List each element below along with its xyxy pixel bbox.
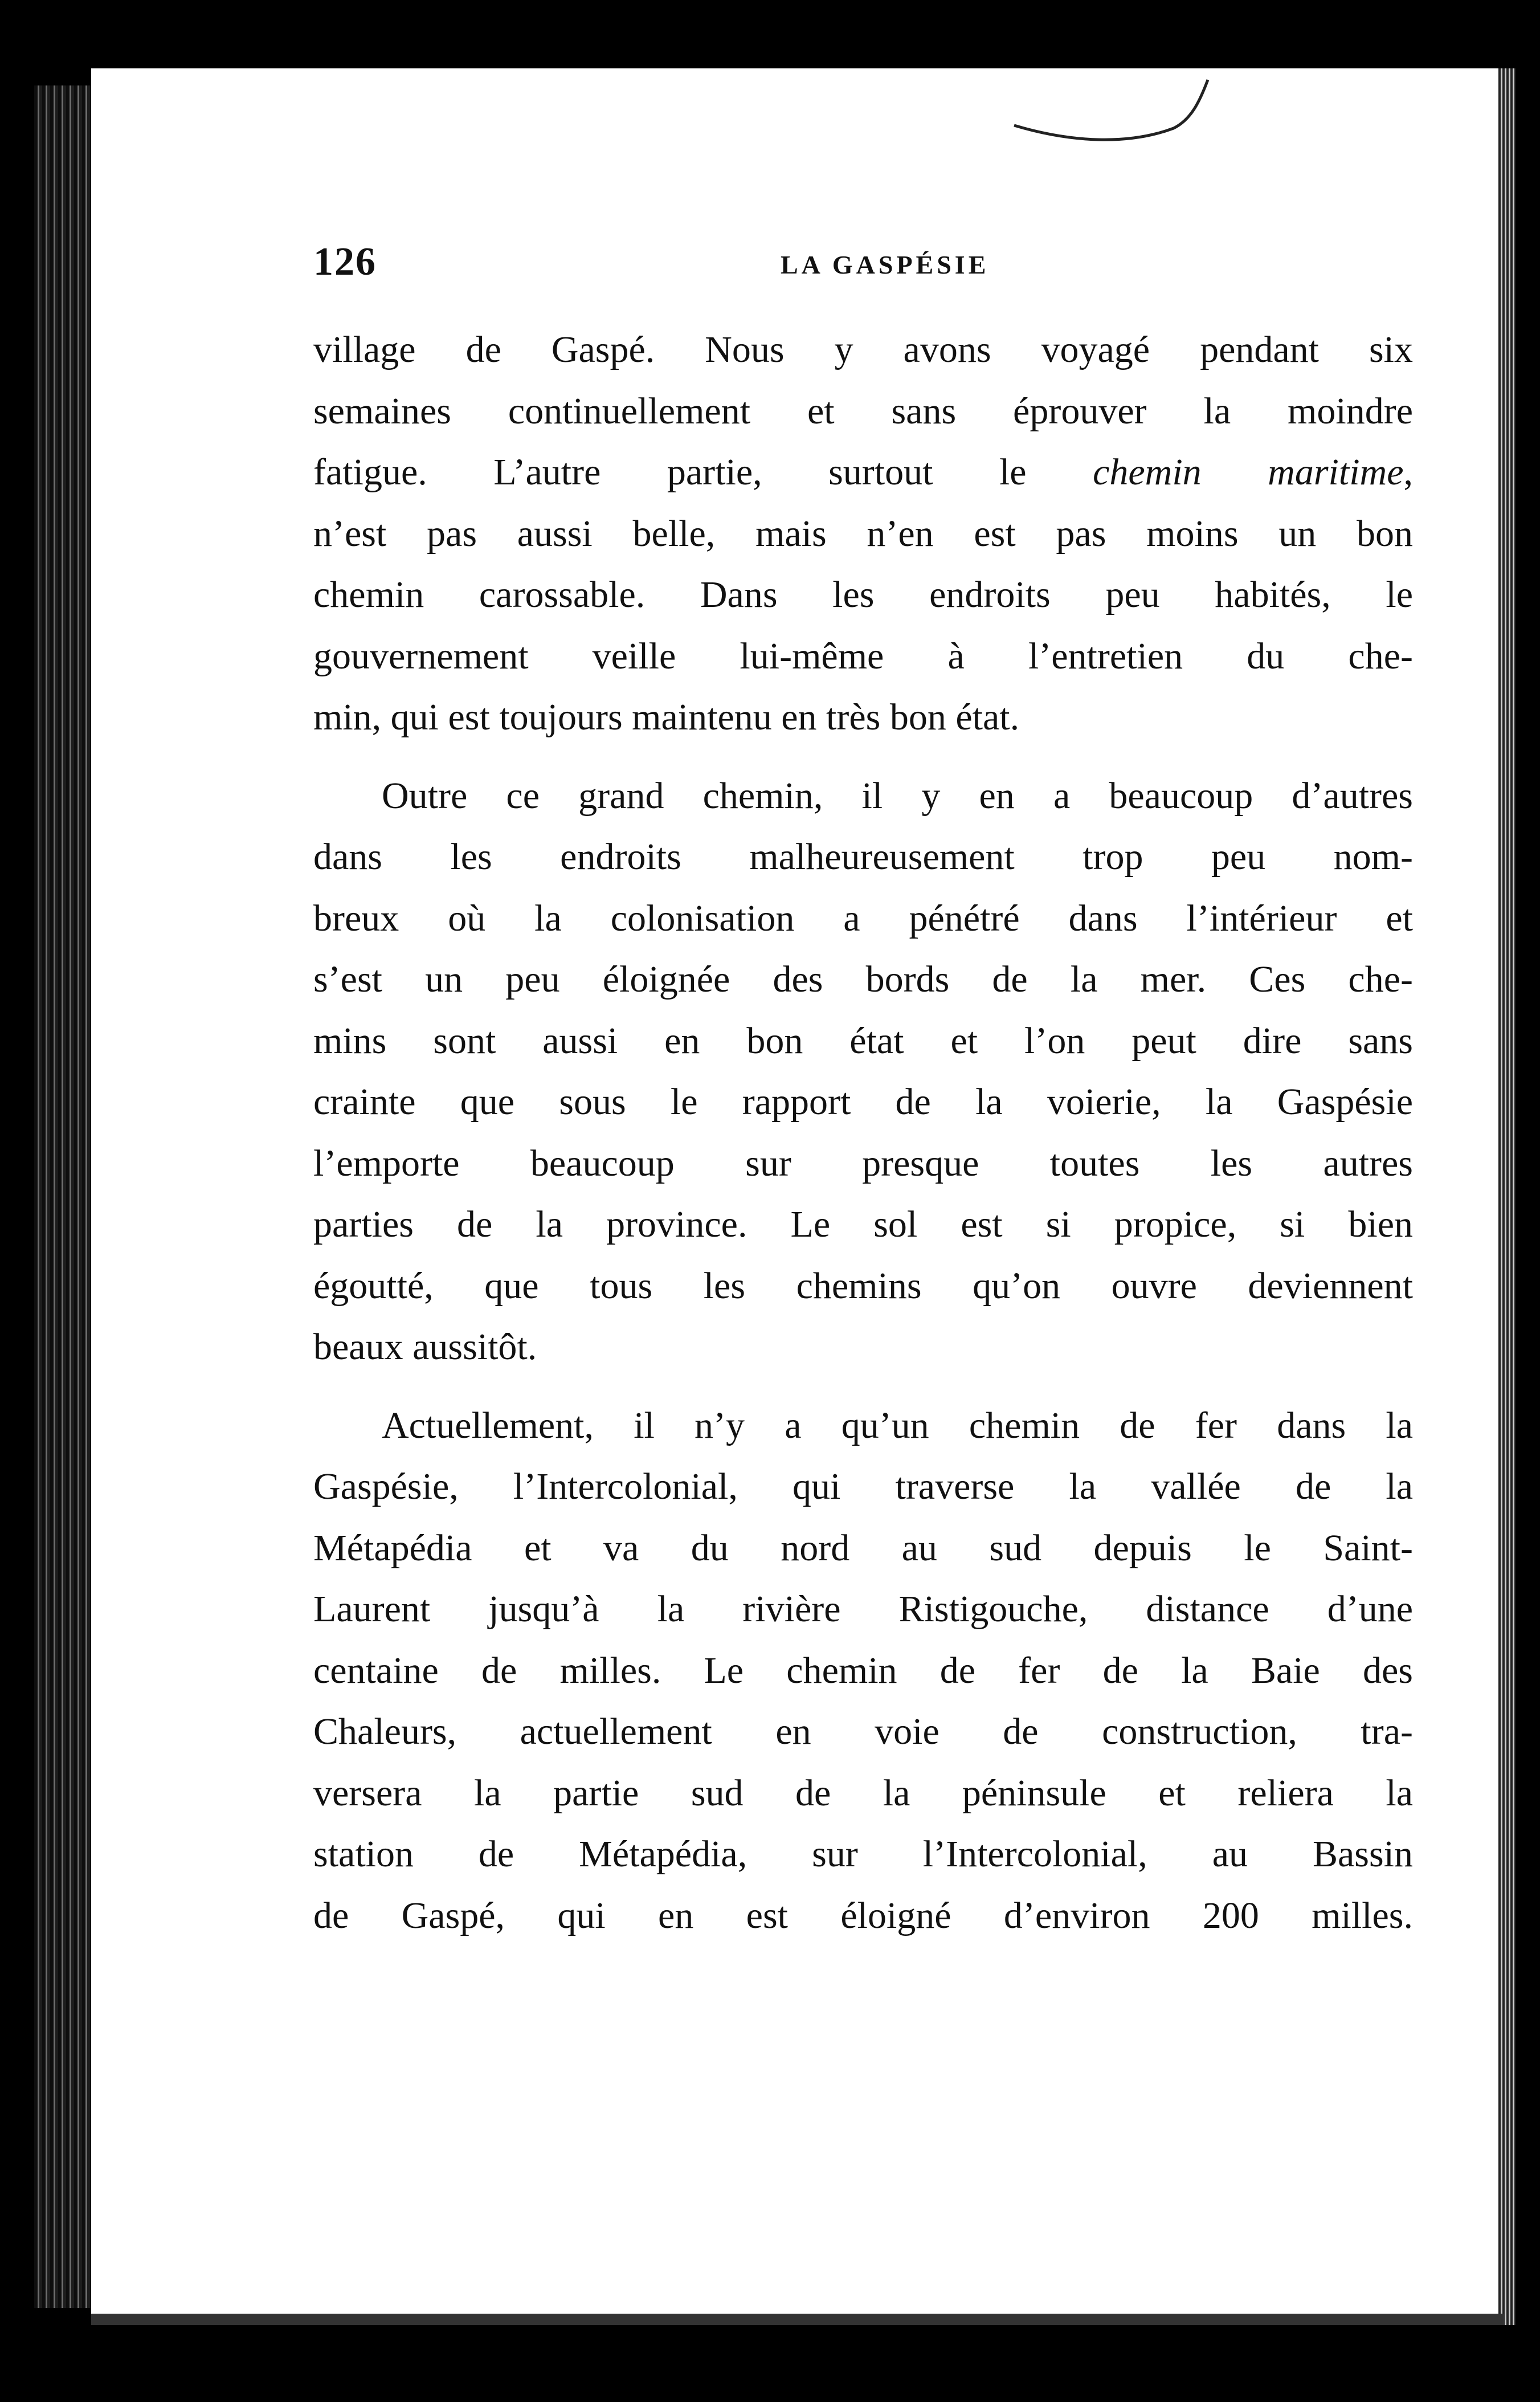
text-line: crainte que sous le rapport de la voierie, la Gaspésie <box>313 1081 1413 1123</box>
text-line: l’emporte beaucoup sur presque toutes les autres <box>313 1142 1413 1184</box>
running-title: LA GASPÉSIE <box>781 250 990 279</box>
text-line: Métapédia et va du nord au sud depuis le Saint- <box>313 1527 1413 1569</box>
page-number: 126 <box>313 240 377 284</box>
text-line: Chaleurs, actuellement en voie de construction, tra- <box>313 1711 1413 1752</box>
text-line: Gaspésie, l’Intercolonial, qui traverse la vallée de la <box>313 1466 1413 1507</box>
page-right-edge <box>1498 68 1516 2325</box>
running-head <box>313 239 1453 296</box>
text-line: mins sont aussi en bon état et l’on peut dire sans <box>313 1019 1413 1062</box>
paragraph-1 <box>313 319 1413 748</box>
italic-phrase: chemin maritime <box>1093 451 1404 493</box>
text-line: égoutté, que tous les chemins qu’on ouvre deviennent <box>313 1265 1413 1307</box>
text-line: gouvernement veille lui-même à l’entretien du che- <box>313 635 1413 677</box>
text-line: village de Gaspé. Nous y avons voyagé pendant six <box>313 329 1413 370</box>
text-line: Laurent jusqu’à la rivière Ristigouche, distance d’une <box>313 1588 1413 1630</box>
text-line: min, qui est toujours maintenu en très bon état. <box>313 696 1020 738</box>
text-line: chemin carossable. Dans les endroits peu habités, le <box>313 574 1413 615</box>
text-line: parties de la province. Le sol est si propice, si bien <box>313 1204 1413 1245</box>
paragraph-3 <box>313 1395 1413 1947</box>
text-line: de Gaspé, qui en est éloigné d’environ 200 milles. <box>313 1894 1413 1936</box>
text-fragment: fatigue. L’autre partie, surtout le <box>313 451 1093 493</box>
paragraph-2 <box>313 765 1413 1378</box>
text-line: dans les endroits malheureusement trop peu nom- <box>313 836 1413 878</box>
text-line: station de Métapédia, sur l’Intercolonial, au Bassin <box>313 1833 1413 1875</box>
text-line: versera la partie sud de la péninsule et reliera la <box>313 1772 1413 1814</box>
text-line: Actuellement, il n’y a qu’un chemin de fer dans la <box>382 1404 1413 1446</box>
text-line: Outre ce grand chemin, il y en a beaucoup d’autres <box>382 774 1413 817</box>
text-fragment: , <box>1403 451 1413 493</box>
pencil-mark-icon <box>1003 74 1219 154</box>
text-line: breux où la colonisation a pénétré dans l’intérieur et <box>313 897 1413 939</box>
text-line: semaines continuellement et sans éprouver la moindre <box>313 390 1413 432</box>
body-text <box>313 319 1413 1946</box>
text-line: n’est pas aussi belle, mais n’en est pas moins un bon <box>313 512 1413 554</box>
text-line-with-italic <box>313 442 1413 503</box>
text-line: beaux aussitôt. <box>313 1326 537 1368</box>
page-bottom-edge <box>91 2314 1504 2325</box>
text-line: s’est un peu éloignée des bords de la mer. Ces che- <box>313 959 1413 1000</box>
text-line: centaine de milles. Le chemin de fer de la Baie des <box>313 1649 1413 1691</box>
